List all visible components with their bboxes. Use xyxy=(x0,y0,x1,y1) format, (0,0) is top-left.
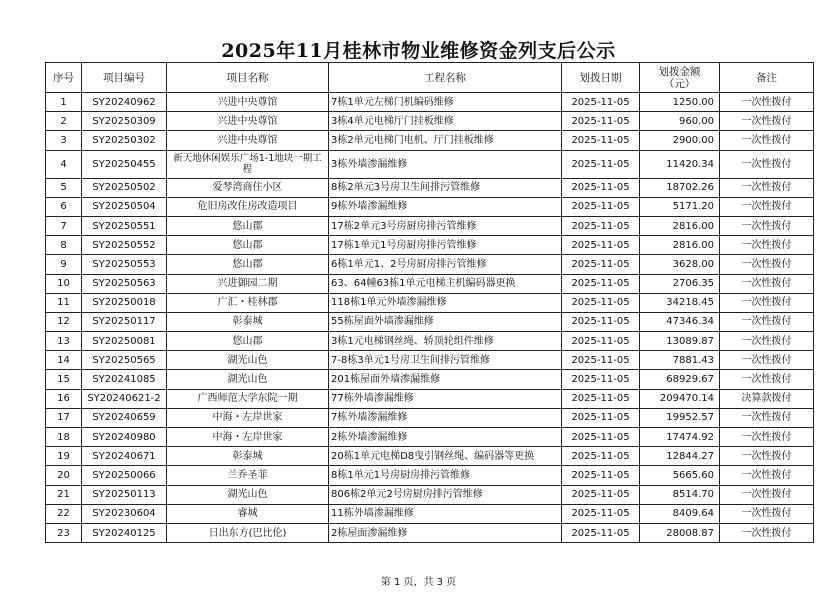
cell-amount: 47346.34 xyxy=(640,312,720,331)
cell-work-name: 9栋外墙渗漏维修 xyxy=(329,197,562,216)
cell-note: 一次性拨付 xyxy=(720,236,814,255)
cell-project-name: 湖光山色 xyxy=(167,370,329,389)
cell-project-name: 危旧房改住房改造项目 xyxy=(167,197,329,216)
cell-note: 一次性拨付 xyxy=(720,274,814,293)
cell-amount: 960.00 xyxy=(640,112,720,131)
cell-project-name: 悠山郡 xyxy=(167,216,329,235)
cell-code: SY20240671 xyxy=(82,447,167,466)
cell-date: 2025-11-05 xyxy=(562,523,640,542)
cell-work-name: 3栋4单元电梯厅门挂板维修 xyxy=(329,112,562,131)
cell-no: 1 xyxy=(46,93,82,112)
table-row xyxy=(46,274,814,293)
cell-code: SY20250018 xyxy=(82,293,167,312)
cell-note: 一次性拨付 xyxy=(720,255,814,274)
cell-project-name: 中海・左岸世家 xyxy=(167,428,329,447)
cell-code: SY20250066 xyxy=(82,466,167,485)
cell-note: 一次性拨付 xyxy=(720,332,814,351)
table-row xyxy=(46,466,814,485)
cell-no: 5 xyxy=(46,178,82,197)
document-title: 2025年11月桂林市物业维修资金列支后公示 xyxy=(221,40,616,62)
cell-note: 一次性拨付 xyxy=(720,131,814,150)
cell-amount: 7881.43 xyxy=(640,351,720,370)
table-row xyxy=(46,150,814,178)
table-row xyxy=(46,485,814,504)
cell-code: SY20250553 xyxy=(82,255,167,274)
cell-no: 4 xyxy=(46,150,82,178)
cell-work-name: 201栋屋面外墙渗漏维修 xyxy=(329,370,562,389)
cell-work-name: 7-8栋3单元1号房卫生间排污管维修 xyxy=(329,351,562,370)
cell-work-name: 55栋屋面外墙渗漏维修 xyxy=(329,312,562,331)
cell-no: 9 xyxy=(46,255,82,274)
cell-date: 2025-11-05 xyxy=(562,370,640,389)
cell-no: 15 xyxy=(46,370,82,389)
cell-code: SY20240125 xyxy=(82,523,167,542)
cell-work-name: 17栋1单元1号房厨房排污管维修 xyxy=(329,236,562,255)
cell-no: 18 xyxy=(46,428,82,447)
cell-amount: 3628.00 xyxy=(640,255,720,274)
cell-date: 2025-11-05 xyxy=(562,447,640,466)
cell-project-name: 兴进中央尊馆 xyxy=(167,131,329,150)
cell-work-name: 2栋屋面渗漏维修 xyxy=(329,523,562,542)
cell-amount: 8409.64 xyxy=(640,504,720,523)
table-row xyxy=(46,255,814,274)
cell-work-name: 8栋1单元1号房厨房排污管维修 xyxy=(329,466,562,485)
cell-date: 2025-11-05 xyxy=(562,236,640,255)
cell-date: 2025-11-05 xyxy=(562,485,640,504)
cell-code: SY20250081 xyxy=(82,332,167,351)
cell-amount: 2816.00 xyxy=(640,236,720,255)
table-header-row xyxy=(46,63,814,93)
cell-note: 一次性拨付 xyxy=(720,293,814,312)
header-name: 项目名称 xyxy=(167,63,329,93)
cell-project-name: 彰泰城 xyxy=(167,447,329,466)
cell-note: 一次性拨付 xyxy=(720,504,814,523)
cell-project-name: 悠山郡 xyxy=(167,332,329,351)
cell-project-name: 广西师范大学东院一期 xyxy=(167,389,329,408)
cell-no: 17 xyxy=(46,408,82,427)
cell-no: 11 xyxy=(46,293,82,312)
table-row xyxy=(46,178,814,197)
cell-note: 一次性拨付 xyxy=(720,112,814,131)
table-row xyxy=(46,523,814,542)
header-date: 划拨日期 xyxy=(562,63,640,93)
cell-work-name: 20栋1单元电梯D8曳引钢丝绳、编码器等更换 xyxy=(329,447,562,466)
cell-work-name: 7栋外墙渗漏维修 xyxy=(329,408,562,427)
cell-work-name: 11栋外墙渗漏维修 xyxy=(329,504,562,523)
cell-amount: 8514.70 xyxy=(640,485,720,504)
disbursement-table xyxy=(45,62,814,543)
cell-no: 8 xyxy=(46,236,82,255)
cell-date: 2025-11-05 xyxy=(562,255,640,274)
cell-work-name: 3栋2单元电梯门电机、厅门挂板维修 xyxy=(329,131,562,150)
table-row xyxy=(46,112,814,131)
cell-work-name: 6栋1单元1、2号房厨房排污管维修 xyxy=(329,255,562,274)
table-row xyxy=(46,216,814,235)
cell-amount: 34218.45 xyxy=(640,293,720,312)
table-row xyxy=(46,408,814,427)
cell-amount: 1250.00 xyxy=(640,93,720,112)
cell-no: 14 xyxy=(46,351,82,370)
cell-project-name: 睿城 xyxy=(167,504,329,523)
table-row xyxy=(46,312,814,331)
cell-amount: 209470.14 xyxy=(640,389,720,408)
cell-code: SY20230604 xyxy=(82,504,167,523)
cell-no: 7 xyxy=(46,216,82,235)
header-code: 项目编号 xyxy=(82,63,167,93)
cell-date: 2025-11-05 xyxy=(562,178,640,197)
cell-amount: 68929.67 xyxy=(640,370,720,389)
cell-note: 一次性拨付 xyxy=(720,93,814,112)
cell-no: 19 xyxy=(46,447,82,466)
cell-code: SY20250563 xyxy=(82,274,167,293)
cell-date: 2025-11-05 xyxy=(562,504,640,523)
cell-work-name: 3栋外墙渗漏维修 xyxy=(329,150,562,178)
cell-project-name: 爱琴湾商住小区 xyxy=(167,178,329,197)
cell-note: 决算款拨付 xyxy=(720,389,814,408)
cell-note: 一次性拨付 xyxy=(720,178,814,197)
cell-date: 2025-11-05 xyxy=(562,197,640,216)
cell-work-name: 7栋1单元左梯门机编码维修 xyxy=(329,93,562,112)
cell-date: 2025-11-05 xyxy=(562,332,640,351)
cell-work-name: 2栋外墙渗漏维修 xyxy=(329,428,562,447)
cell-code: SY20240659 xyxy=(82,408,167,427)
cell-note: 一次性拨付 xyxy=(720,150,814,178)
cell-amount: 18702.26 xyxy=(640,178,720,197)
cell-note: 一次性拨付 xyxy=(720,428,814,447)
cell-project-name: 兴进中央尊馆 xyxy=(167,112,329,131)
table-row xyxy=(46,447,814,466)
cell-project-name: 广汇・桂林郡 xyxy=(167,293,329,312)
cell-no: 10 xyxy=(46,274,82,293)
cell-project-name: 新天地休闲娱乐广场1-1地块一期工程 xyxy=(167,150,329,178)
cell-project-name: 兴进中央尊馆 xyxy=(167,93,329,112)
cell-code: SY20250309 xyxy=(82,112,167,131)
cell-project-name: 湖光山色 xyxy=(167,351,329,370)
cell-amount: 28008.87 xyxy=(640,523,720,542)
cell-no: 2 xyxy=(46,112,82,131)
cell-date: 2025-11-05 xyxy=(562,93,640,112)
cell-code: SY20250565 xyxy=(82,351,167,370)
cell-date: 2025-11-05 xyxy=(562,389,640,408)
header-amount: 划拨金额 （元） xyxy=(640,63,720,93)
cell-amount: 2900.00 xyxy=(640,131,720,150)
cell-amount: 11420.34 xyxy=(640,150,720,178)
cell-no: 20 xyxy=(46,466,82,485)
cell-work-name: 63、64幢63栋1单元电梯主机编码器更换 xyxy=(329,274,562,293)
cell-code: SY20250113 xyxy=(82,485,167,504)
cell-no: 22 xyxy=(46,504,82,523)
cell-work-name: 8栋2单元3号房卫生间排污管维修 xyxy=(329,178,562,197)
cell-code: SY20250504 xyxy=(82,197,167,216)
table-row xyxy=(46,131,814,150)
cell-project-name: 中海・左岸世家 xyxy=(167,408,329,427)
cell-no: 12 xyxy=(46,312,82,331)
cell-note: 一次性拨付 xyxy=(720,312,814,331)
cell-code: SY20250302 xyxy=(82,131,167,150)
header-note: 备注 xyxy=(720,63,814,93)
cell-no: 13 xyxy=(46,332,82,351)
cell-note: 一次性拨付 xyxy=(720,351,814,370)
header-work: 工程名称 xyxy=(329,63,562,93)
cell-code: SY20250455 xyxy=(82,150,167,178)
header-no: 序号 xyxy=(46,63,82,93)
cell-note: 一次性拨付 xyxy=(720,408,814,427)
cell-note: 一次性拨付 xyxy=(720,370,814,389)
cell-code: SY20240621-2 xyxy=(82,389,167,408)
cell-project-name: 湖光山色 xyxy=(167,485,329,504)
cell-date: 2025-11-05 xyxy=(562,293,640,312)
cell-date: 2025-11-05 xyxy=(562,131,640,150)
cell-project-name: 悠山郡 xyxy=(167,236,329,255)
cell-date: 2025-11-05 xyxy=(562,428,640,447)
cell-code: SY20241085 xyxy=(82,370,167,389)
cell-project-name: 兰乔圣菲 xyxy=(167,466,329,485)
cell-date: 2025-11-05 xyxy=(562,150,640,178)
cell-amount: 12844.27 xyxy=(640,447,720,466)
table-row xyxy=(46,428,814,447)
cell-note: 一次性拨付 xyxy=(720,197,814,216)
cell-date: 2025-11-05 xyxy=(562,408,640,427)
cell-work-name: 118栋1单元外墙渗漏维修 xyxy=(329,293,562,312)
cell-date: 2025-11-05 xyxy=(562,216,640,235)
cell-amount: 19952.57 xyxy=(640,408,720,427)
cell-code: SY20250552 xyxy=(82,236,167,255)
cell-note: 一次性拨付 xyxy=(720,523,814,542)
table-row xyxy=(46,370,814,389)
cell-project-name: 日出东方(巴比伦) xyxy=(167,523,329,542)
cell-date: 2025-11-05 xyxy=(562,466,640,485)
cell-code: SY20240980 xyxy=(82,428,167,447)
cell-project-name: 悠山郡 xyxy=(167,255,329,274)
cell-note: 一次性拨付 xyxy=(720,216,814,235)
cell-amount: 5171.20 xyxy=(640,197,720,216)
cell-no: 21 xyxy=(46,485,82,504)
cell-project-name: 彰泰城 xyxy=(167,312,329,331)
cell-date: 2025-11-05 xyxy=(562,351,640,370)
cell-code: SY20240962 xyxy=(82,93,167,112)
cell-work-name: 806栋2单元2号房厨房排污管维修 xyxy=(329,485,562,504)
cell-no: 16 xyxy=(46,389,82,408)
cell-amount: 17474.92 xyxy=(640,428,720,447)
table-row xyxy=(46,93,814,112)
cell-note: 一次性拨付 xyxy=(720,466,814,485)
cell-date: 2025-11-05 xyxy=(562,312,640,331)
cell-work-name: 3栋1元电梯钢丝绳、轿顶轮组件维修 xyxy=(329,332,562,351)
page-footer: 第 1 页，共 3 页 xyxy=(380,577,457,588)
table-row xyxy=(46,504,814,523)
cell-no: 3 xyxy=(46,131,82,150)
table-row xyxy=(46,332,814,351)
cell-code: SY20250502 xyxy=(82,178,167,197)
cell-work-name: 17栋2单元3号房厨房排污管维修 xyxy=(329,216,562,235)
cell-project-name: 兴进御园二期 xyxy=(167,274,329,293)
cell-date: 2025-11-05 xyxy=(562,274,640,293)
cell-code: SY20250551 xyxy=(82,216,167,235)
table-row xyxy=(46,389,814,408)
table-row xyxy=(46,351,814,370)
cell-code: SY20250117 xyxy=(82,312,167,331)
cell-amount: 2816.00 xyxy=(640,216,720,235)
cell-amount: 5665.60 xyxy=(640,466,720,485)
cell-work-name: 77栋外墙渗漏维修 xyxy=(329,389,562,408)
table-row xyxy=(46,293,814,312)
cell-amount: 13089.87 xyxy=(640,332,720,351)
cell-note: 一次性拨付 xyxy=(720,447,814,466)
table-row xyxy=(46,197,814,216)
cell-note: 一次性拨付 xyxy=(720,485,814,504)
cell-date: 2025-11-05 xyxy=(562,112,640,131)
cell-no: 23 xyxy=(46,523,82,542)
cell-amount: 2706.35 xyxy=(640,274,720,293)
cell-no: 6 xyxy=(46,197,82,216)
table-row xyxy=(46,236,814,255)
